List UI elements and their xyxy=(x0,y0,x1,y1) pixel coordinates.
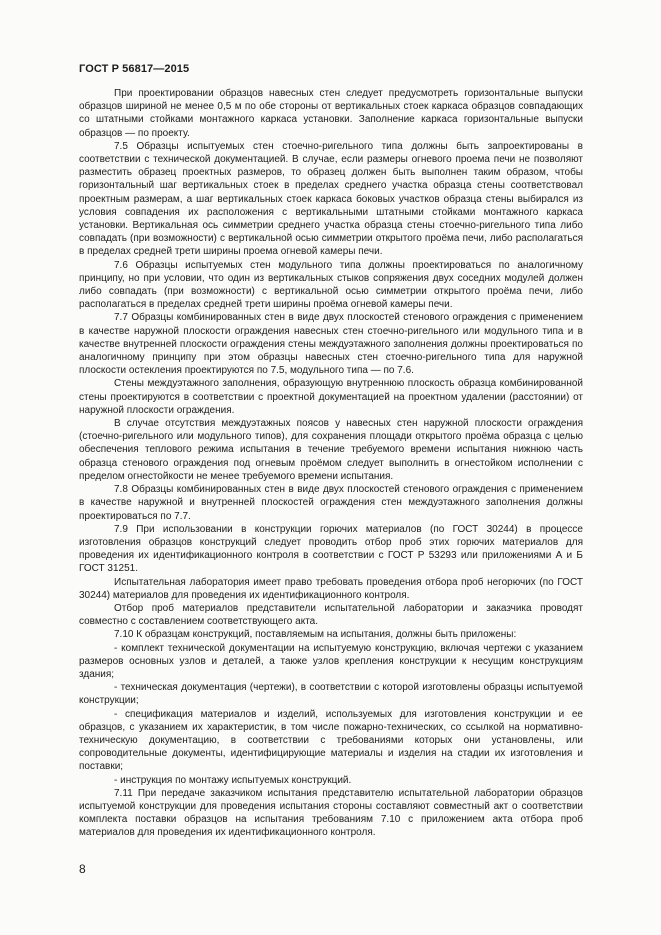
page-number: 8 xyxy=(79,862,86,876)
paragraph: Отбор проб материалов представители испытательной лаборатории и заказчика проводят совместно с составлением соответствующего акта. xyxy=(79,602,583,628)
paragraph: 7.10 К образцам конструкций, поставляемым на испытания, должны быть приложены: xyxy=(114,629,517,641)
paragraph: 7.6 Образцы испытуемых стен модульного типа должны проектироваться по аналогичному принципу, но при условии, что один из вертикальных стыков сопряжения двух соседних модулей должен либо совпадать (при возможности) с вертикальной осью симметрии открытого проёма печи, либо располагаться в пределах средней трети ширины проёма огневой камеры печи. xyxy=(79,259,583,311)
paragraph: 7.9 При использовании в конструкции горючих материалов (по ГОСТ 30244) в процессе изготовления образцов конструкций следует проводить отбор проб этих горючих материалов для проведения их идентификационного контроля в соответствии с ГОСТ Р 53293 или приложениями А и Б ГОСТ 31251. xyxy=(79,523,583,575)
list-item: - инструкция по монтажу испытуемых конструкций. xyxy=(114,774,352,786)
paragraph: 7.11 При передаче заказчиком испытания представителю испытательной лаборатории образцов испытуемой конструкции для проведения испытания стороны составляют совместный акт о соответствии комплекта поставки образцов на испытания требованиям 7.10 с приложением акта отбора проб материалов для проведения их идентификационного контроля. xyxy=(79,787,583,839)
paragraph: 7.7 Образцы комбинированных стен в виде двух плоскостей стенового ограждения с применением в качестве наружной плоскости ограждения навесных стен стоечно-ригельного или модульного типа и в качестве внутренней плоскости ограждения стены междуэтажного заполнения должны проектироваться по аналогичному принципу при этом образцы навесных стен стоечно-ригельного типа для наружной плоскости остекления проектируются по 7.5, модульного типа — по 7.6. xyxy=(79,312,583,377)
paragraph: В случае отсутствия междуэтажных поясов у навесных стен наружной плоскости ограждения (стоечно-ригельного или модульного типов), для сохранения площади открытого проёма образца с целью обеспечения теплового режима испытания в течение требуемого времени испытания нижнюю часть образца стенового ограждения под огневым проёмом следует выполнить в огнестойком исполнении с пределом огнестойкости не менее требуемого времени испытания. xyxy=(79,418,583,482)
paragraph: При проектировании образцов навесных стен следует предусмотреть горизонтальные выпуски образцов шириной не менее 0,5 м по обе стороны от вертикальных стоек каркаса образцов совпадающих со штатными стойками монтажного каркаса установки. Заполнение каркаса горизонтальные выпуски образцов — по проекту. xyxy=(79,88,583,139)
list-item: - техническая документация (чертежи), в соответствии с которой изготовлены образцы испытуемой конструкции; xyxy=(79,682,583,707)
paragraph: Стены междуэтажного заполнения, образующую внутреннюю плоскость образца комбинированной стены проектируются в соответствии с проектной документацией на проектном удалении (расстоянии) от наружной плоскости ограждения. xyxy=(79,378,583,416)
document-body xyxy=(79,87,583,840)
paragraph: Испытательная лаборатория имеет право требовать проведения отбора проб негорючих (по ГОСТ 30244) материалов для проведения их идентификационного контроля. xyxy=(79,576,583,601)
list-item: - комплект технической документации на испытуемую конструкцию, включая чертежи с указанием размеров основных узлов и деталей, а также узлов крепления конструкции к несущим конструкциям здания; xyxy=(79,642,583,680)
list-item: - спецификация материалов и изделий, используемых для изготовления конструкции и ее образцов, с указанием их характеристик, в том числе пожарно-технических, со ссылкой на нормативно-техническую документацию, в соответствии с требованиями которых они установлены, или сопроводительные документы, идентифицирующие материалы и изделия на стадии их изготовления и поставки; xyxy=(79,708,583,773)
standard-header: ГОСТ Р 56817—2015 xyxy=(79,63,190,75)
paragraph: 7.8 Образцы комбинированных стен в виде двух плоскостей стенового ограждения с применением в качестве наружной и внутренней плоскостей ограждения стен междуэтажного заполнения должны проектироваться по 7.7. xyxy=(79,484,583,522)
paragraph: 7.5 Образцы испытуемых стен стоечно-ригельного типа должны быть запроектированы в соответствии с технической документацией. В случае, если размеры огневого проема печи не позволяют разместить образец проектных размеров, то образец должен быть выполнен таким образом, чтобы горизонтальный шаг вертикальных стоек в пределах среднего участка образца стены соответствовал проектным размерам, а шаг вертикальных стоек каркаса боковых участков образца стены выбирался из условия совпадения их расположения с вертикальными штатными стойками монтажного каркаса установки. Вертикальная ось симметрии среднего участка образца стены стоечно-ригельного типа либо совпадать (при возможности) с вертикальной осью симметрии открытого проёма печи, либо располагаться в пределах средней трети ширины проема огневой камеры печи. xyxy=(79,140,583,258)
